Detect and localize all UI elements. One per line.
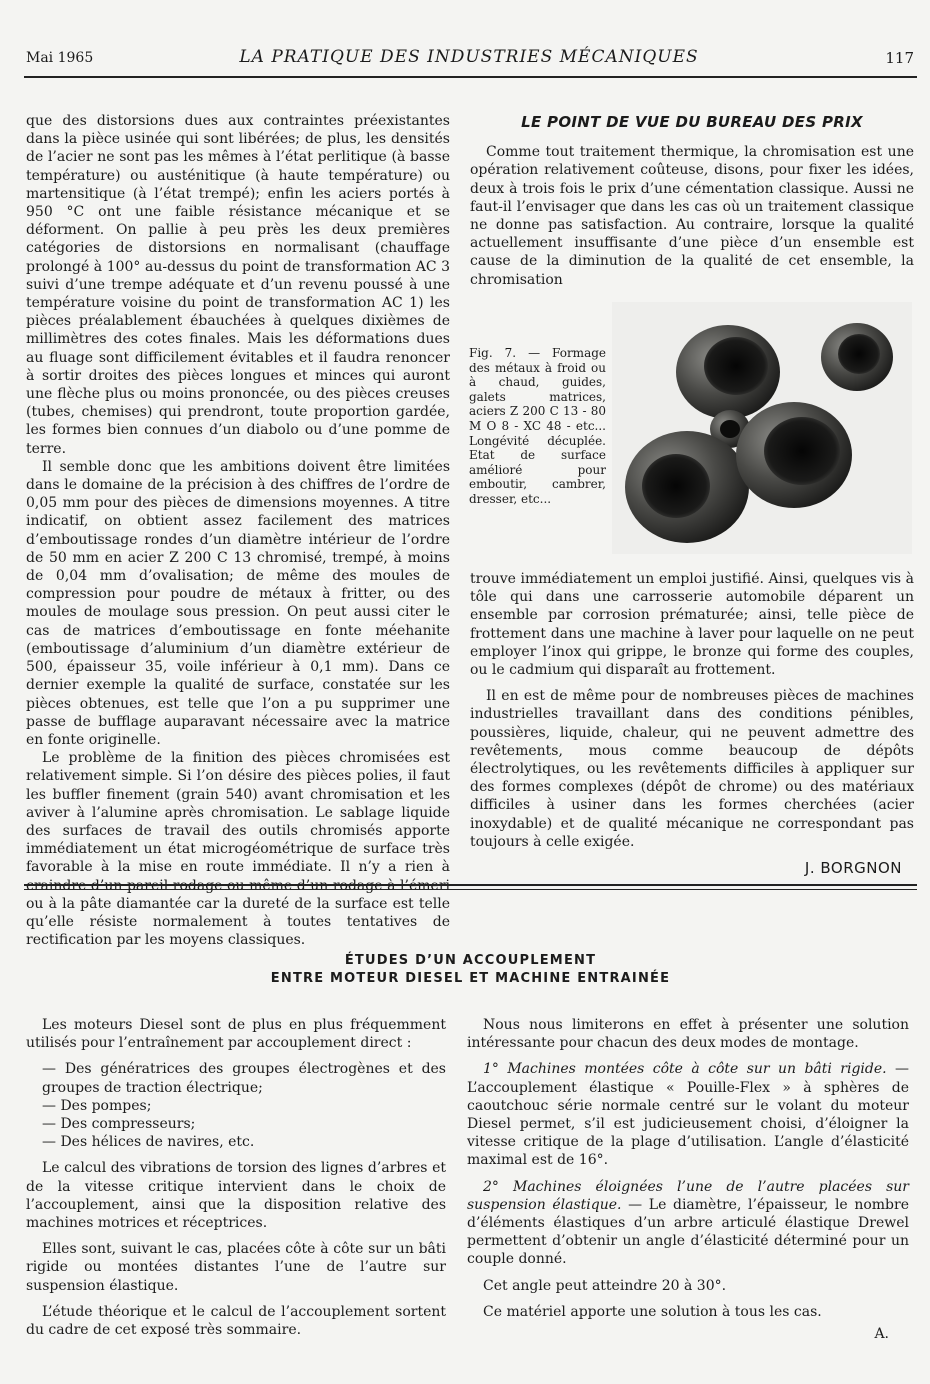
page-number: 117	[885, 49, 914, 67]
article-signature: A.	[874, 1326, 889, 1343]
list-item: — Des génératrices des groupes électrogènes et des groupes de traction électrique;	[42, 1061, 446, 1096]
journal-title: LA PRATIQUE DES INDUSTRIES MÉCANIQUES	[239, 47, 699, 67]
section-rule-top	[24, 884, 917, 886]
paragraph: Ce matériel apporte une solution à tous les cas.	[483, 1303, 822, 1320]
article2-right-column	[467, 1016, 909, 1343]
paragraph: Il en est de même pour de nombreuses pièces de machines industrielles travaillant dans des conditions pénibles, poussières, liquide, chaleur, qui ne peuvent admettre des revêtements, mous comme beaucoup de dépôts électrolytiques, ou les revêtements difficiles à appliquer sur des formes complexes (dépôt de chrome) ou des matériaux difficiles à usiner dans les formes cherchées (acier inoxydable) et de qualité mécanique ne correspondant pas toujours à celle exigée.	[470, 688, 914, 850]
article-title-line1: ÉTUDES D’UN ACCOUPLEMENT	[344, 953, 597, 968]
part-top-left	[676, 325, 780, 419]
paragraph: Comme tout traitement thermique, la chromisation est une opération relativement coûteuse, disons, pour fixer les idées, deux à trois fois le prix d’une cémentation classique. Aussi ne faut-il l’envisager que dans les cas où un traitement classique ne donne pas satisfaction. Au contraire, lorsque la qualité actuellement insuffisante d’une pièce d’un ensemble est cause de la diminution de la qualité de cet ensemble, la chromisation	[470, 144, 914, 288]
section-title: LE POINT DE VUE DU BUREAU DES PRIX	[521, 113, 863, 131]
paragraph: Le problème de la finition des pièces chromisées est relativement simple. Si l’on désire des pièces polies, il faut les buffler finement (grain 540) avant chromisation et les aviver à l’alumine après chromisation. Le sablage liquide des surfaces de travail des outils chromisés apporte immédiatement un état microgéométrique de surface très favorable à la mise en route immédiate. Il n’y a rien à ou à la pâte diamantée car la dureté de la surface est telle qu’elle résiste normalement à toutes tentatives de rectification par les moyens classiques.	[26, 750, 450, 949]
item1-heading: 1° Machines montées côte à côte sur un bâti rigide.	[483, 1061, 887, 1078]
part-large-right	[736, 402, 852, 508]
paragraph: Les moteurs Diesel sont de plus en plus fréquemment utilisés pour l’entraînement par accouplement direct :	[26, 1017, 446, 1052]
list-item: — Des pompes;	[42, 1097, 152, 1114]
item1-text: — L’accouplement élastique « Pouille-Flex » à sphères de caoutchouc série normale centré sur le volant du moteur Diesel permet, s’il est judicieusement choisi, d’éloigner la vitesse critique de la plage d’utilisation. L’angle d’élasticité maximal est de 16°.	[467, 1061, 910, 1169]
paragraph: Il semble donc que les ambitions doivent être limitées dans le domaine de la précision à des chiffres de l’ordre de 0,05 mm pour des pièces de dimensions moyennes. A titre indicatif, on obtient assez facilement des matrices d’emboutissage rondes d’un diamètre intérieur de l’ordre de 50 mm en acier Z 200 C 13 chromisé, trempé, à moins de 0,04 mm d’ovalisation; de même des moules de compression pour poudre de métaux à fritter, ou des moules de moulage sous pression. On peut aussi citer le cas de matrices d’emboutissage en fonte méehanite (emboutissage d’aluminium d’un diamètre extérieur de 500, épaisseur 35, voile inférieur à 0,1 mm). Dans ce dernier exemple la qualité de surface, constatée sur les pièces obtenues, est telle que l’on a pu supprimer une passe de bufflage auparavant nécessaire avec la matrice en fonte originelle.	[26, 458, 450, 748]
paragraph: Nous nous limiterons en effet à présenter une solution intéressante pour chacun des deux modes de montage.	[467, 1017, 909, 1052]
right-column-bottom	[470, 570, 914, 877]
running-header	[24, 44, 914, 70]
article-title	[24, 952, 917, 988]
section-rule-bottom	[24, 889, 917, 890]
item2-heading: 2° Machines éloignées l’une de l’autre placées sur suspension élastique.	[467, 1178, 909, 1213]
article-title-line2: ENTRE MOTEUR DIESEL ET MACHINE ENTRAINÉE	[270, 971, 671, 986]
paragraph: Cet angle peut atteindre 20 à 30°.	[483, 1277, 727, 1294]
issue-date: Mai 1965	[26, 50, 94, 66]
figure-caption: Fig. 7. — Formage des métaux à froid ou à chaud, guides, galets matrices, aciers Z 200 C 13 - 80 M O 8 - XC 48 - etc... Longévité décuplée. Etat de surface amélioré pour emboutir, cambrer, dresser, etc...	[469, 346, 606, 506]
paragraph: L’étude théorique et le calcul de l’accouplement sortent du cadre de cet exposé très sommaire.	[26, 1303, 446, 1339]
left-column	[26, 112, 450, 949]
paragraph	[467, 1060, 909, 1169]
paragraph: Le calcul des vibrations de torsion des lignes d’arbres et de la vitesse critique intervient dans le choix de l’accouplement, ainsi que la disposition relative des machines motrices et réceptrices.	[26, 1160, 446, 1232]
part-top-right	[821, 323, 893, 391]
metal-parts-photo	[612, 302, 912, 554]
paragraph: trouve immédiatement un emploi justifié. Ainsi, quelques vis à tôle qui dans une carrosserie automobile déparent un ensemble par corrosion prématurée; ainsi, telle pièce de frottement dans une machine à laver pour laquelle on ne peut employer l’inox qui grippe, le bronze qui forme des couples, ou le cadmium qui disparaît au frottement.	[470, 571, 914, 679]
article2-left-column	[26, 1016, 446, 1339]
paragraph: que des distorsions dues aux contraintes préexistantes dans la pièce usinée qui sont libérées; de plus, les densités de l’acier ne sont pas les mêmes à l’état perlitique (à basse température) ou austénitique (à haute température) ou martensitique (à l’état trempé); enfin les aciers portés à 950 °C ont une faible résistance mécanique et se déforment. On pallie à peu près les deux premières catégories de distorsions en normalisant (chauffage prolongé à 100° au-dessus du point de transformation AC 3 suivi d’une trempe adéquate et d’un revenu poussé à une température voisine du point de transformation AC 1) les pièces préalablement ébauchées à quelques dixièmes de millimètres des cotes finales. Mais les déformations dues au fluage sont difficilement évitables et il faudra renoncer à sortir droites des pièces longues et minces qui auront une flèche plus ou moins prononcée, ou des pièces creuses (tubes, chemises) qui prendront, toute proportion gardée, les formes bien connues d’un diabolo ou d’une pomme de terre.	[26, 113, 450, 457]
paragraph: Elles sont, suivant le cas, placées côte à côte sur un bâti rigide ou montées distantes l’une de l’autre sur suspension élastique.	[26, 1241, 446, 1294]
right-column-top	[470, 113, 914, 289]
part-large-front	[625, 431, 749, 543]
paragraph	[467, 1178, 909, 1269]
list-item: — Des compresseurs;	[42, 1116, 196, 1133]
item2-text: — Le diamètre, l’épaisseur, le nombre d’éléments élastiques d’un arbre articulé élastique Drewel permettent d’obtenir un angle d’élasticité déterminé pour un couple donné.	[467, 1196, 909, 1268]
list-item: — Des hélices de navires, etc.	[42, 1134, 255, 1151]
header-rule	[24, 76, 917, 78]
figure-photo	[612, 302, 912, 554]
author-byline: J. BORGNON	[804, 859, 902, 878]
